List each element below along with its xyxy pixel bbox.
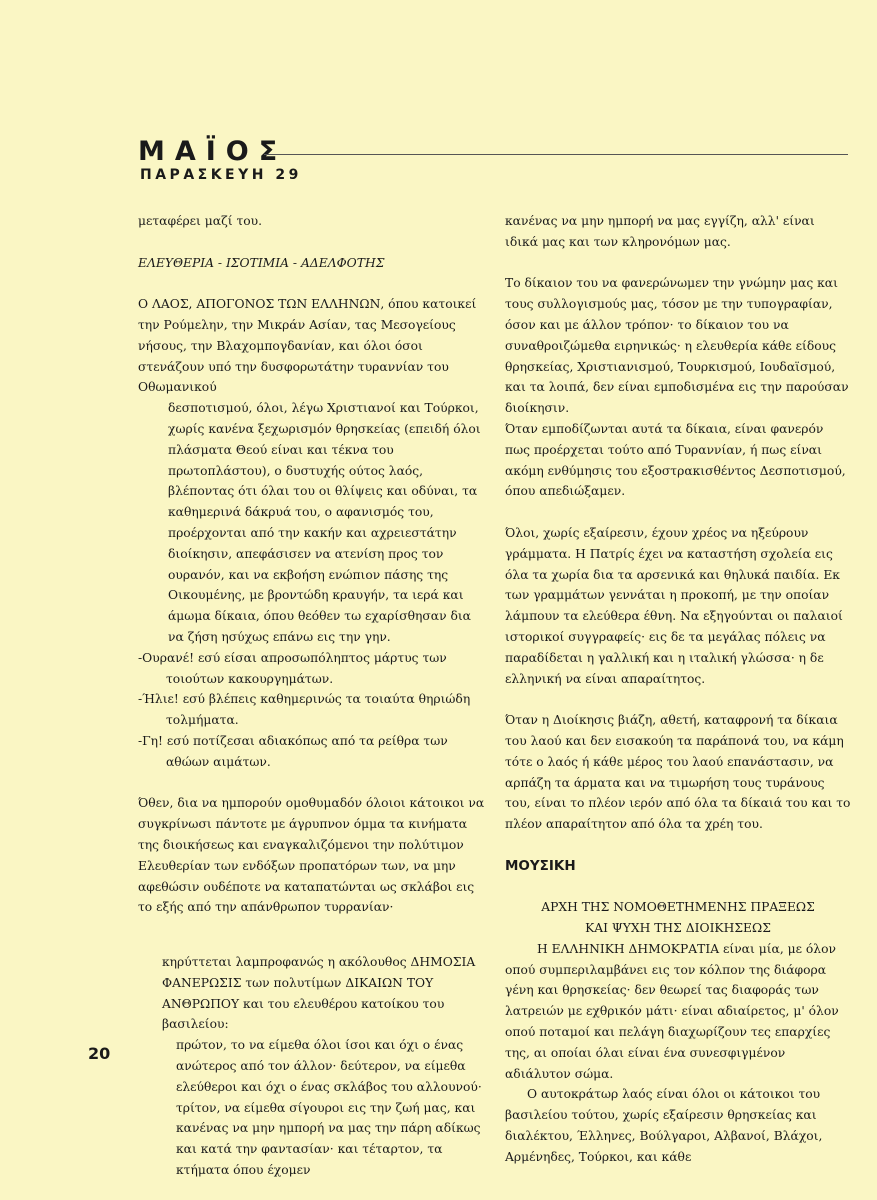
left-column — [138, 211, 490, 1181]
invocation-sky: -Ουρανέ! εσύ είσαι απροσωπόληπτος μάρτυς των τοιούτων κακουργημάτων. — [138, 650, 447, 686]
day-title: ΠΑΡΑΣΚΕΥΗ 29 — [140, 167, 302, 183]
paragraph-rights-list: πρώτον, το να είμεθα όλοι ίσοι και όχι ο ένας ανώτερος από τον άλλον· δεύτερον, να είμεθα ελεύθεροι και όχι ο ένας σκλάβος του αλλουνού· τρίτον, να είμεθα σίγουροι εις την ζωή μας, και κανένας να μην ημπορή να μας την πάρη αδίκως και κατά την φαντασίαν· και τέταρτον, τα κτήματα όπου έχομεν — [176, 1038, 482, 1178]
paragraph-intro-indented: δεσποτισμού, όλοι, λέγω Χριστιανοί και Τούρκοι, χωρίς κανένα ξεχωρισμόν θρησκείας (επειδή όλοι πλάσματα Θεού είναι και τέκνα του πρωτοπλάστου), ο δυστυχής ούτος λαός, βλέποντας ότι όλαι του οι θλίψεις και οδύναι, τα καθημερινά δάκρυά του, ο αφανισμός του, προέρχονται από την κακήν και αχρειεστάτην διοίκησιν, απεφάσισεν να ατενίση προς τον ουρανόν, και να εκβοήση ενώπιον πάσης της Οικουμένης, με βροντώδη κραυγήν, τα ιερά και άμωμα δίκαια, όπου θεόθεν τω εχαρίσθησαν δια να ζήση ησύχως επάνω εις την γην. — [168, 401, 481, 644]
paragraph-expression: Το δίκαιον του να φανερώνωμεν την γνώμην μας και τους συλλογισμούς μας, τόσον με την τυπογραφίαν, όσον και με άλλον τρόπον· το δίκαιον του να συναθροιζώμεθα ειρηνικώς· η ελευθερία κάθε είδους θρησκείας, Χριστιανισμού, Τουρκισμού, Ιουδαϊσμού, και τα λοιπά, δεν είναι εμποδισμένα εις την παρούσαν διοίκησιν. — [505, 276, 849, 416]
motto: ΕΛΕΥΘΕΡΙΑ - ΙΣΟΤΙΜΙΑ - ΑΔΕΛΦΟΤΗΣ — [138, 255, 385, 270]
paragraph-continuation: μεταφέρει μαζί του. — [138, 214, 263, 228]
page-number: 20 — [88, 1044, 111, 1063]
right-column — [505, 211, 851, 1168]
paragraph-democracy: Η ΕΛΛΗΝΙΚΗ ΔΗΜΟΚΡΑΤΙΑ είναι μία, με όλον οπού συμπεριλαμβάνει εις τον κόλπον της διάφορα γένη και θρησκείας· δεν θεωρεί τας διαφοράς των λατρειών με εχθρικόν μάτι· είναι αδιαίρετος, μ' όλον οπού ποταμοί και πελάγη διαχωρίζουν τες επαρχίες της, αι οποίαι όλαι είναι ένα συνεσφιγμένον αδιάλυτον σώμα. — [505, 941, 839, 1081]
paragraph-education: Όλοι, χωρίς εξαίρεσιν, έχουν χρέος να ηξεύρουν γράμματα. Η Πατρίς έχει να καταστήση σχολεία εις όλα τα χωρία δια τα αρσενικά και θηλυκά παιδία. Εκ των γραμμάτων γεννάται η προκοπή, με την οποίαν λάμπουν τα ελεύθερα έθνη. Να εξηγούνται οι παλαιοί ιστορικοί συγγραφείς· εις δε τα μεγάλας πόλεις να παραδίδεται η γαλλική και η ιταλική γλώσσα· η δε ελληνική να είναι απαραίτητος. — [505, 525, 843, 686]
subheading-line-2: ΚΑΙ ΨΥΧΗ ΤΗΣ ΔΙΟΙΚΗΣΕΩΣ — [585, 921, 771, 936]
month-title: ΜΑΪΟΣ — [138, 136, 288, 167]
paragraph-whereas: Όθεν, δια να ημπορούν ομοθυμαδόν όλοιοι κάτοικοι να συγκρίνωσι πάντοτε με άγρυπνον όμμα τα κινήματα της διοικήσεως και εναγκαλιζόμενοι την πολύτιμον Ελευθερίαν των ενδόξων προπατόρων των, να μην αφεθώσιν ουδέποτε να καταπατώνται ως σκλάβοι εις το εξής από την απάνθρωπον τυρρανίαν· — [138, 796, 485, 915]
invocation-sun: -Ήλιε! εσύ βλέπεις καθημερινώς τα τοιαύτα θηριώδη τολμήματα. — [138, 692, 471, 728]
paragraph-sovereign-people: Ο αυτοκράτωρ λαός είναι όλοι οι κάτοικοι του βασιλείου τούτου, χωρίς εξαίρεσιν θρησκείας και διαλέκτου, Έλληνες, Βούλγαροι, Αλβανοί, Βλάχοι, Αρμένηδες, Τούρκοι, και κάθε — [505, 1087, 823, 1164]
paragraph-revolution: Όταν η Διοίκησις βιάζη, αθετή, καταφρονή τα δίκαια του λαού και δεν εισακούη τα παράπονά του, να κάμη τότε ο λαός ή κάθε μέρος του λαού επανάστασιν, να αρπάζη τα άρματα και να τιμωρήση τους τυράνους του, είναι το πλέον ιερόν από όλα τα δίκαιά του και το πλέον απαραίτητον από όλα τα χρέη του. — [505, 713, 851, 832]
paragraph-intro: Ο ΛΑΟΣ, ΑΠΟΓΟΝΟΣ ΤΩΝ ΕΛΛΗΝΩΝ, όπου κατοικεί την Ρούμελην, την Μικράν Ασίαν, τας Μεσογείους νήσους, την Βλαχομπογδανίαν, και όλοι όσοι στενάζουν υπό την δυσφορωτάτην τυραννίαν του Οθωμανικού — [138, 297, 477, 395]
invocation-earth: -Γη! εσύ ποτίζεσαι αδιακόπως από τα ρείθρα των αθώων αιμάτων. — [138, 733, 448, 769]
subheading — [505, 897, 851, 939]
header-rule — [264, 154, 848, 155]
paragraph-proclamation: κηρύττεται λαμπροφανώς η ακόλουθος ΔΗΜΟΣΙΑ ΦΑΝΕΡΩΣΙΣ των πολυτίμων ΔΙΚΑΙΩΝ ΤΟΥ ΑΝΘΡΩΠΟΥ και του ελευθέρου κατοίκου του βασιλείου: — [162, 955, 476, 1032]
paragraph-obstruction: Όταν εμποδίζωνται αυτά τα δίκαια, είναι φανερόν πως προέρχεται τούτο από Τυραννίαν, ή πως είναι ακόμη ενθύμησις του εξοστρακισθέντος Δεσποτισμού, όπου απεδιώξαμεν. — [505, 421, 846, 499]
paragraph-continuation: κανένας να μην ημπορή να μας εγγίζη, αλλ' είναι ιδικά μας και των κληρονόμων μας. — [505, 214, 815, 249]
section-heading: ΜΟΥΣΙΚΗ — [505, 857, 576, 874]
subheading-line-1: ΑΡΧΗ ΤΗΣ ΝΟΜΟΘΕΤΗΜΕΝΗΣ ΠΡΑΞΕΩΣ — [541, 900, 815, 915]
